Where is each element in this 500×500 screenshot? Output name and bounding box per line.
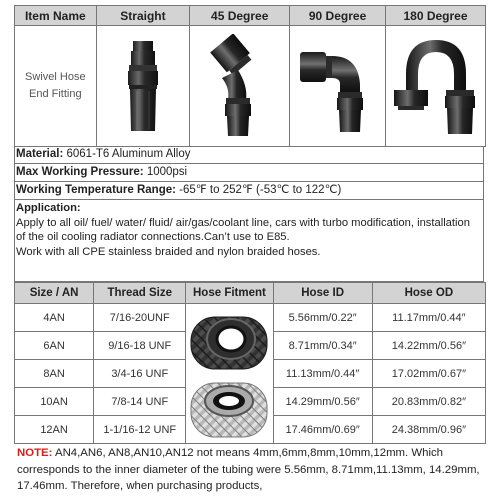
item-name-line2: End Fitting	[29, 88, 82, 100]
size-cell: 10AN	[15, 388, 94, 416]
item-name-line1: Swivel Hose	[25, 71, 86, 83]
black-nylon-braided-hose-image	[189, 309, 269, 373]
spec-header-row	[15, 283, 486, 304]
header-straight: Straight	[96, 6, 190, 26]
fitting-header-row	[15, 6, 486, 26]
size-cell: 12AN	[15, 416, 94, 444]
thread-cell: 9/16-18 UNF	[94, 332, 186, 360]
90-degree-fitting-image	[296, 36, 380, 136]
hose-od-cell: 11.17mm/0.44″	[372, 304, 485, 332]
table-row	[15, 304, 486, 332]
pressure-label: Max Working Pressure:	[16, 166, 144, 178]
hose-od-cell: 24.38mm/0.96″	[372, 416, 485, 444]
application-hose-note: Work with all CPE stainless braided and nylon braided hoses.	[16, 245, 321, 258]
size-spec-table	[14, 282, 486, 444]
header-item-name: Item Name	[15, 6, 97, 26]
temperature-value: -65℉ to 252℉ (-53℃ to 122℃)	[179, 184, 342, 196]
hose-id-cell: 14.29mm/0.56″	[273, 388, 372, 416]
hose-id-cell: 8.71mm/0.34″	[273, 332, 372, 360]
hose-od-cell: 14.22mm/0.56″	[372, 332, 485, 360]
header-hose-id: Hose ID	[273, 283, 372, 304]
temperature-label: Working Temperature Range:	[16, 184, 176, 196]
header-180-degree: 180 Degree	[386, 6, 486, 26]
hose-id-cell: 11.13mm/0.44″	[273, 360, 372, 388]
fitting-types-table	[14, 5, 486, 147]
header-hose-fitment: Hose Fitment	[186, 283, 273, 304]
pressure-value: 1000psi	[146, 166, 188, 178]
thread-cell: 1-1/16-12 UNF	[94, 416, 186, 444]
header-45-degree: 45 Degree	[190, 6, 290, 26]
header-thread-size: Thread Size	[94, 283, 186, 304]
stainless-braided-hose-image	[189, 379, 269, 441]
180-degree-fitting-image	[390, 34, 482, 138]
material-value: 6061-T6 Aluminum Alloy	[66, 148, 191, 160]
size-cell: 4AN	[15, 304, 94, 332]
header-90-degree: 90 Degree	[290, 6, 386, 26]
straight-fitting-cell	[96, 26, 190, 147]
material-label: Material:	[16, 148, 64, 160]
header-size-an: Size / AN	[15, 283, 94, 304]
180-degree-fitting-cell	[386, 26, 486, 147]
90-degree-fitting-cell	[290, 26, 386, 147]
hose-id-cell: 17.46mm/0.69″	[273, 416, 372, 444]
straight-fitting-image	[119, 39, 167, 133]
hose-od-cell: 20.83mm/0.82″	[372, 388, 485, 416]
45-degree-fitting-image	[204, 34, 276, 138]
material-row	[14, 146, 484, 164]
note-text: AN4,AN6, AN8,AN10,AN12 not means 4mm,6mm,8mm,10mm,12mm. Which corresponds to the inner diameter of the tubing were 5.56mm, 8.71mm,11.13mm, 14.29mm, 17.46mm. Therefore, when purchasing products,	[17, 447, 480, 492]
temperature-row	[14, 182, 484, 200]
application-label: Application:	[16, 202, 81, 214]
thread-cell: 7/16-20UNF	[94, 304, 186, 332]
item-name-cell	[15, 26, 97, 147]
45-degree-fitting-cell	[190, 26, 290, 147]
application-row	[14, 200, 484, 282]
fitting-images-row	[15, 26, 486, 147]
hose-id-cell: 5.56mm/0.22″	[273, 304, 372, 332]
note-block	[17, 445, 485, 495]
thread-cell: 7/8-14 UNF	[94, 388, 186, 416]
note-label: NOTE:	[17, 447, 53, 459]
application-text: Apply to all oil/ fuel/ water/ fluid/ air/gas/coolant line, cars with turbo modification, installation of the oil cooling radiator connections.Can’t use to E85.	[16, 216, 470, 244]
pressure-row	[14, 164, 484, 182]
header-hose-od: Hose OD	[372, 283, 485, 304]
hose-od-cell: 17.02mm/0.67″	[372, 360, 485, 388]
thread-cell: 3/4-16 UNF	[94, 360, 186, 388]
hose-fitment-cell	[186, 304, 273, 444]
size-cell: 6AN	[15, 332, 94, 360]
size-cell: 8AN	[15, 360, 94, 388]
